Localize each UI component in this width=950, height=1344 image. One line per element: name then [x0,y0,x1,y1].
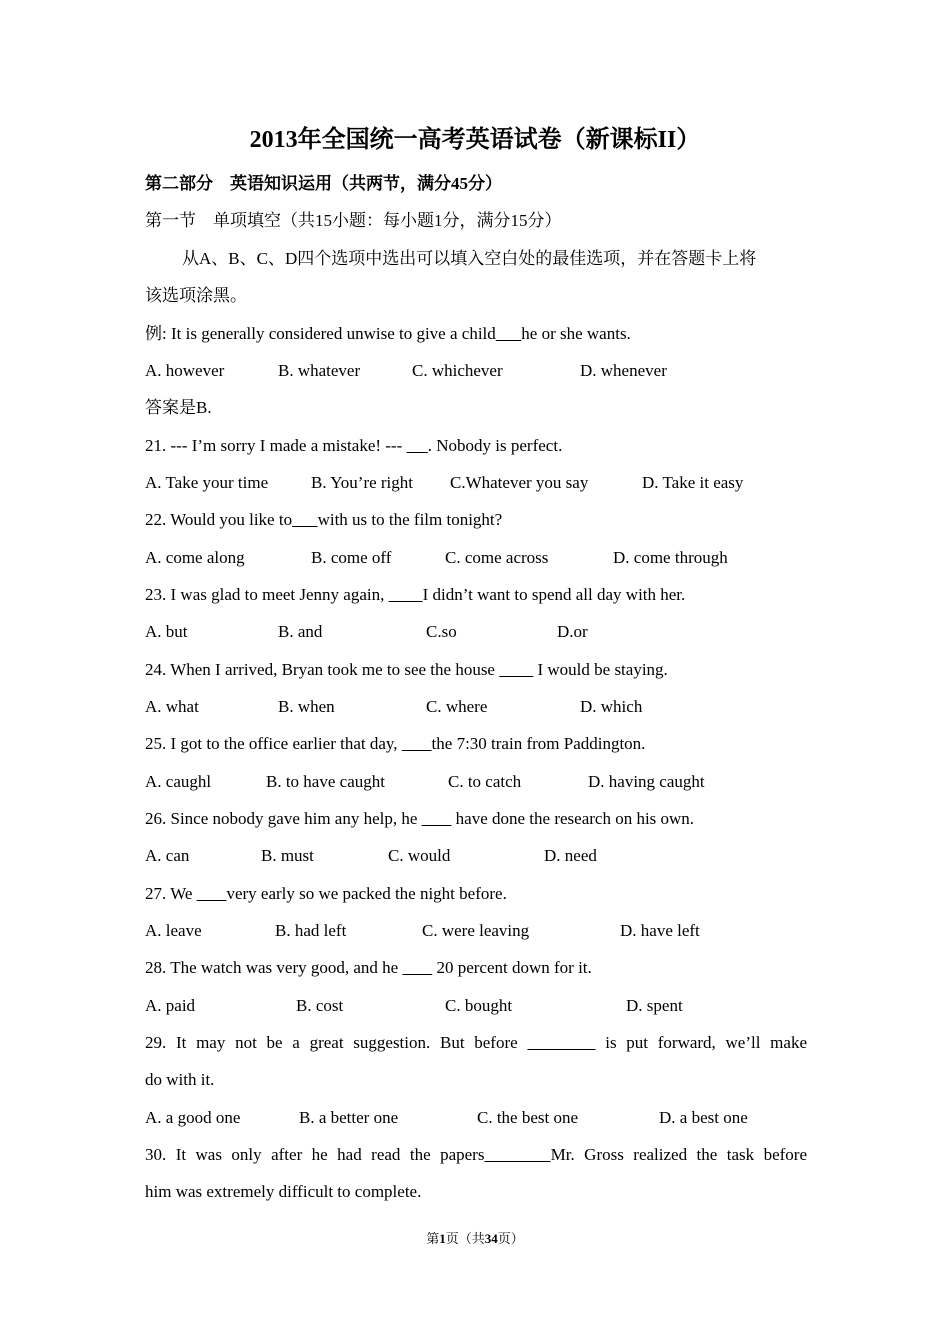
page-title: 2013年全国统一高考英语试卷（新课标II） [249,127,701,153]
option-a: A. however [145,361,225,380]
stem-text: I would be staying. [533,660,668,679]
section-heading: 第一节 单项填空（共15小题：每小题1分，满分15分） [145,211,562,230]
stem-text: 例: It is generally considered unwise to give a child [145,324,496,343]
option-a: A. paid [145,996,196,1015]
stem-text: 20 percent down for it. [432,958,592,977]
option-d: D. having caught [588,772,705,791]
option-b: B. a better one [299,1108,399,1127]
option-c: C. where [426,697,488,716]
option-c: C.so [426,622,457,641]
question-23-stem [145,583,685,607]
option-c: C. to catch [448,772,522,791]
option-d: D. a best one [659,1108,748,1127]
question-25-stem [145,732,645,756]
option-c: C. would [388,846,451,865]
stem-text: Mr. Gross realized the task before [550,1145,807,1164]
page-footer [0,1229,950,1249]
question-22-options [0,546,950,570]
question-21-options [0,471,950,495]
example-stem [145,322,631,346]
example-answer: 答案是B. [145,398,212,417]
question-21-stem [145,434,562,458]
stem-text: 24. When I arrived, Bryan took me to see the house [145,660,500,679]
stem-text: . Nobody is perfect. [427,436,563,455]
option-b: B. You’re right [311,473,414,492]
option-d: D. need [544,846,597,865]
stem-text: 26. Since nobody gave him any help, he [145,809,422,828]
stem-text: 21. --- I’m sorry I made a mistake! --- [145,436,407,455]
question-22-stem [145,508,502,532]
question-27-options [0,919,950,943]
option-a: A. Take your time [145,473,269,492]
option-d: D. which [580,697,643,716]
stem-text: the 7:30 train from Paddington. [431,734,646,753]
option-d: D. Take it easy [642,473,744,492]
stem-text: 29. It may not be a great suggestion. But before [145,1033,528,1052]
answer-blank [292,510,318,529]
option-d: D. have left [620,921,700,940]
answer-blank [496,324,522,343]
option-a: A. what [145,697,199,716]
option-a: A. come along [145,548,245,567]
stem-text: is put forward, we’ll make [595,1033,807,1052]
option-c: C. the best one [477,1108,579,1127]
option-c: C. come across [445,548,549,567]
question-24-stem [145,658,668,682]
question-27-stem [145,882,507,906]
answer-blank [402,958,432,977]
stem-text: 25. I got to the office earlier that day, [145,734,402,753]
answer-blank [402,734,432,753]
stem-text: he or she wants. [521,324,631,343]
stem-text: 27. We [145,884,197,903]
stem-text: 28. The watch was very good, and he [145,958,403,977]
question-30-stem-cont: him was extremely difficult to complete. [145,1182,422,1201]
footer-text: 页） [497,1231,524,1246]
stem-text: very early so we packed the night before. [226,884,507,903]
question-25-options [0,770,950,794]
answer-blank [499,660,533,679]
option-b: B. had left [275,921,347,940]
answer-blank [422,809,452,828]
option-d: D. whenever [580,361,667,380]
footer-text: 页（共 [445,1231,485,1246]
instruction-line-2: 该选项涂黑。 [145,286,247,305]
option-b: B. and [278,622,323,641]
question-28-options [0,994,950,1018]
stem-text: I didn’t want to spend all day with her. [422,585,686,604]
question-26-options [0,844,950,868]
question-24-options [0,695,950,719]
option-b: B. to have caught [266,772,385,791]
footer-text: 第 [426,1231,440,1246]
question-30-stem [145,1143,807,1167]
stem-text: 23. I was glad to meet Jenny again, [145,585,389,604]
option-c: C. bought [445,996,513,1015]
answer-blank [527,1033,595,1052]
answer-blank [389,585,423,604]
question-29-stem-cont: do with it. [145,1070,215,1089]
stem-text: with us to the film tonight? [317,510,503,529]
option-b: B. cost [296,996,344,1015]
stem-text: have done the research on his own. [451,809,695,828]
stem-text: 30. It was only after he had read the papers [145,1145,485,1164]
option-c: C. were leaving [422,921,530,940]
option-c: C.Whatever you say [450,473,589,492]
option-a: A. caughl [145,772,212,791]
option-d: D.or [557,622,588,641]
option-b: B. when [278,697,335,716]
question-23-options [0,620,950,644]
option-a: A. can [145,846,190,865]
question-29-stem [145,1031,807,1055]
option-a: A. leave [145,921,202,940]
option-b: B. come off [311,548,392,567]
total-pages: 34 [484,1231,498,1246]
option-a: A. a good one [145,1108,241,1127]
option-d: D. come through [613,548,728,567]
stem-text: 22. Would you like to [145,510,293,529]
answer-blank [197,884,227,903]
question-29-options [0,1106,950,1130]
question-28-stem [145,956,592,980]
example-options [0,359,950,383]
option-a: A. but [145,622,188,641]
part-heading: 第二部分 英语知识运用（共两节，满分45分） [145,174,502,193]
page-number: 1 [439,1231,446,1246]
question-26-stem [145,807,694,831]
answer-blank [484,1145,550,1164]
option-b: B. whatever [278,361,361,380]
option-c: C. whichever [412,361,503,380]
option-d: D. spent [626,996,683,1015]
answer-blank [407,436,428,455]
option-b: B. must [261,846,314,865]
instruction-line-1: 从A、B、C、D四个选项中选出可以填入空白处的最佳选项，并在答题卡上将 [182,249,757,268]
